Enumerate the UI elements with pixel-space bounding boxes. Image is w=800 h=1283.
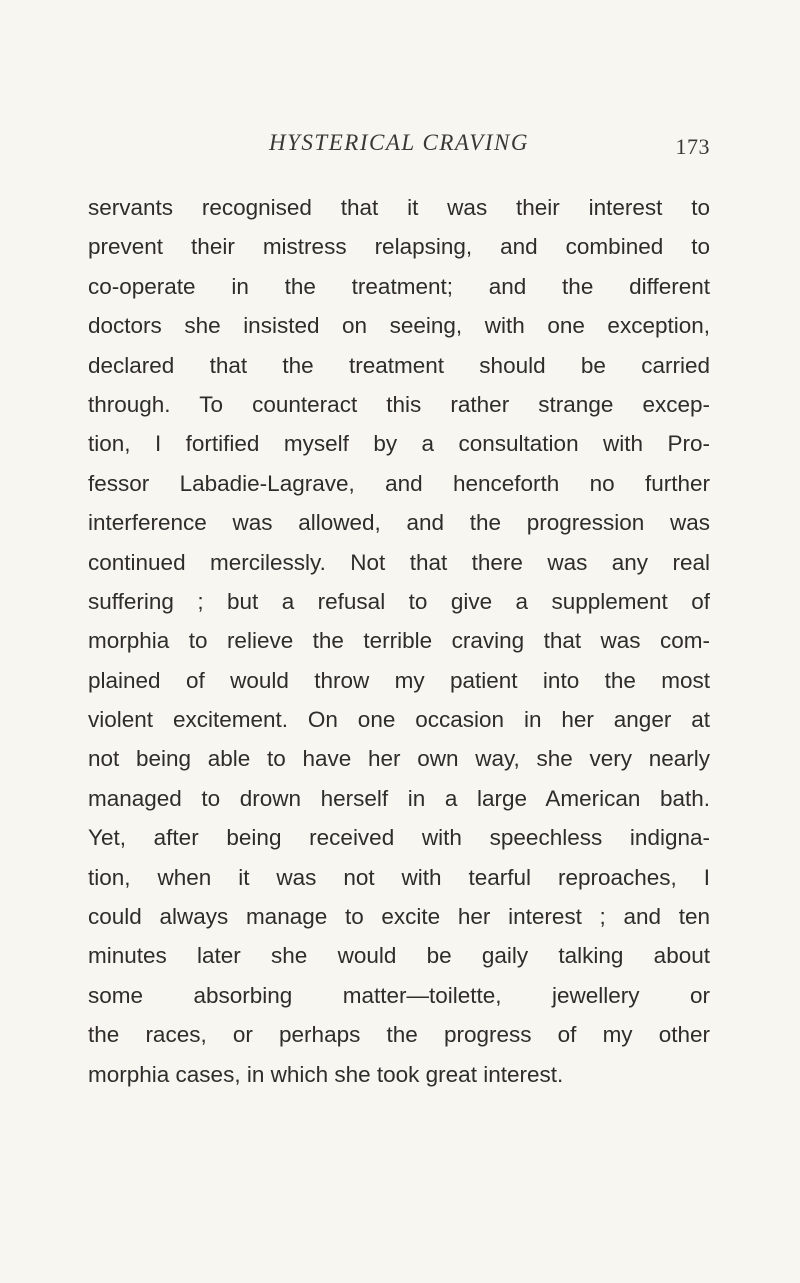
text-line: co-operate in the treatment; and the different [88, 273, 710, 299]
page-number: 173 [675, 134, 710, 159]
running-title: HYSTERICAL CRAVING [269, 130, 529, 155]
body-text [88, 188, 710, 1094]
text-line: morphia to relieve the terrible craving that was com- [88, 628, 710, 654]
text-line: managed to drown herself in a large American bath. [88, 785, 710, 811]
text-line: suffering ; but a refusal to give a supplement of [88, 588, 710, 614]
text-line: tion, I fortified myself by a consultation with Pro- [88, 431, 710, 457]
text-line: doctors she insisted on seeing, with one exception, [88, 313, 710, 339]
text-line: plained of would throw my patient into the most [88, 667, 710, 693]
text-line: fessor Labadie-Lagrave, and henceforth no further [88, 470, 710, 496]
text-line: interference was allowed, and the progression was [88, 510, 710, 536]
text-line: continued mercilessly. Not that there was any real [88, 549, 710, 575]
text-line: declared that the treatment should be carried [88, 352, 710, 378]
text-line: through. To counteract this rather strange excep- [88, 391, 710, 417]
text-line: servants recognised that it was their interest to [88, 195, 710, 220]
text-line: prevent their mistress relapsing, and combined to [88, 234, 710, 260]
text-line: could always manage to excite her interest ; and ten [88, 904, 710, 930]
text-line: violent excitement. On one occasion in her anger at [88, 707, 710, 733]
text-line: some absorbing matter—toilette, jewellery or [88, 982, 710, 1008]
text-line: not being able to have her own way, she very nearly [88, 746, 710, 772]
text-line: the races, or perhaps the progress of my other [88, 1022, 710, 1048]
running-head [88, 128, 710, 164]
text-line: minutes later she would be gaily talking about [88, 943, 710, 969]
text-line: tion, when it was not with tearful reproaches, I [88, 864, 710, 890]
text-line: Yet, after being received with speechless indigna- [88, 825, 710, 851]
text-line: morphia cases, in which she took great interest. [88, 1061, 564, 1087]
